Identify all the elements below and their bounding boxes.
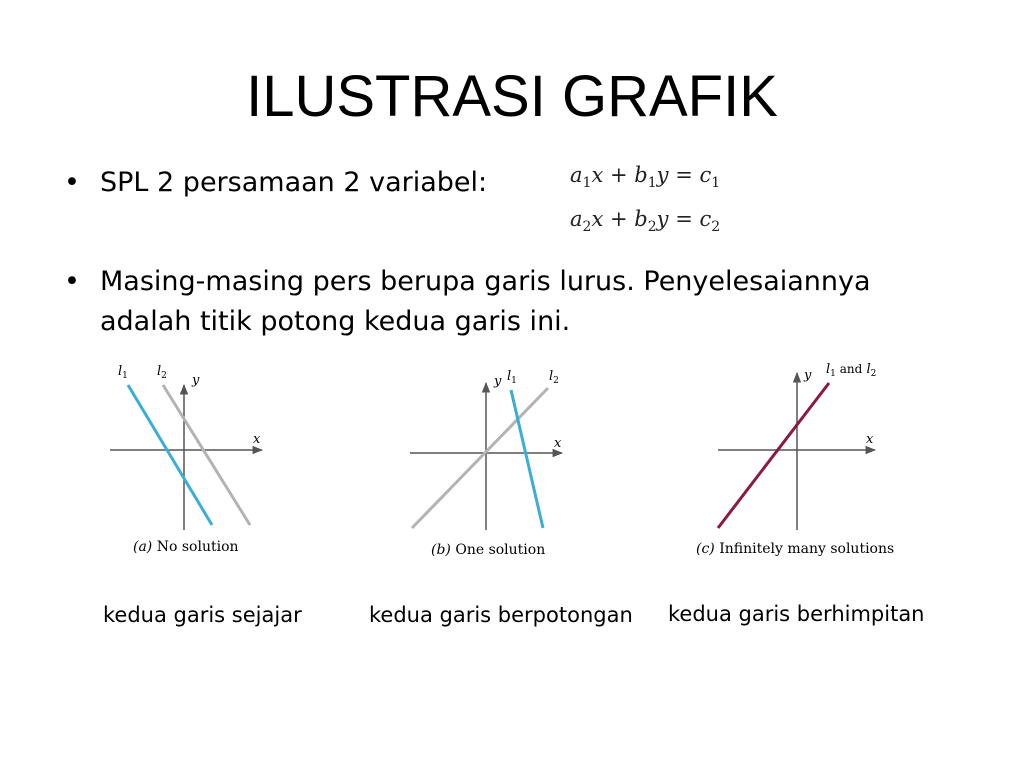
graph-figures xyxy=(0,355,1024,574)
x-axis-label: x xyxy=(866,432,874,447)
panel-caption-c: (c) Infinitely many solutions xyxy=(696,541,895,557)
line-l1-l2-coincident xyxy=(718,383,829,528)
line-l2 xyxy=(163,385,250,525)
line-l2-label: $l_2$ xyxy=(549,369,559,386)
equation-system xyxy=(570,157,720,245)
panel-caption-a: (a) No solution xyxy=(133,539,239,555)
caption-parallel: kedua garis sejajar xyxy=(103,603,302,627)
panel-caption-b: (b) One solution xyxy=(431,542,546,558)
y-axis-label: y xyxy=(804,368,812,383)
bullet-text: SPL 2 persamaan 2 variabel: xyxy=(100,167,488,198)
line-l2-label: $l_2$ xyxy=(157,364,167,381)
graph-panel-b xyxy=(410,369,562,558)
graph-panel-c xyxy=(696,362,894,557)
bullet-text: Masing-masing pers berupa garis lurus. Penyelesaiannya adalah titik potong kedua garis ini. xyxy=(100,266,871,337)
line-l1 xyxy=(128,385,212,525)
bullet-item xyxy=(64,262,964,342)
equation-2: $a_2x + b_2y = c_2$ xyxy=(570,207,721,236)
caption-coincident: kedua garis berhimpitan xyxy=(668,602,925,626)
graph-panel-a xyxy=(110,364,262,555)
graph-figures-svg xyxy=(0,355,1024,570)
x-axis-label: x xyxy=(554,436,562,451)
bullet-marker: • xyxy=(64,167,80,198)
line-l1-label: $l_1$ xyxy=(118,364,128,381)
bullet-item xyxy=(64,163,487,203)
line-l1-label: $l_1$ xyxy=(507,369,517,386)
bullet-marker: • xyxy=(64,266,80,297)
slide-title: ILUSTRASI GRAFIK xyxy=(246,64,778,129)
line-l1-l2-label: $l_1$ and $l_2$ xyxy=(826,362,877,379)
x-axis-label: x xyxy=(253,432,261,447)
y-axis-label: y xyxy=(494,374,502,389)
y-axis-label: y xyxy=(192,373,200,388)
caption-intersecting: kedua garis berpotongan xyxy=(369,603,633,627)
equation-1: $a_1x + b_1y = c_1$ xyxy=(570,163,721,192)
